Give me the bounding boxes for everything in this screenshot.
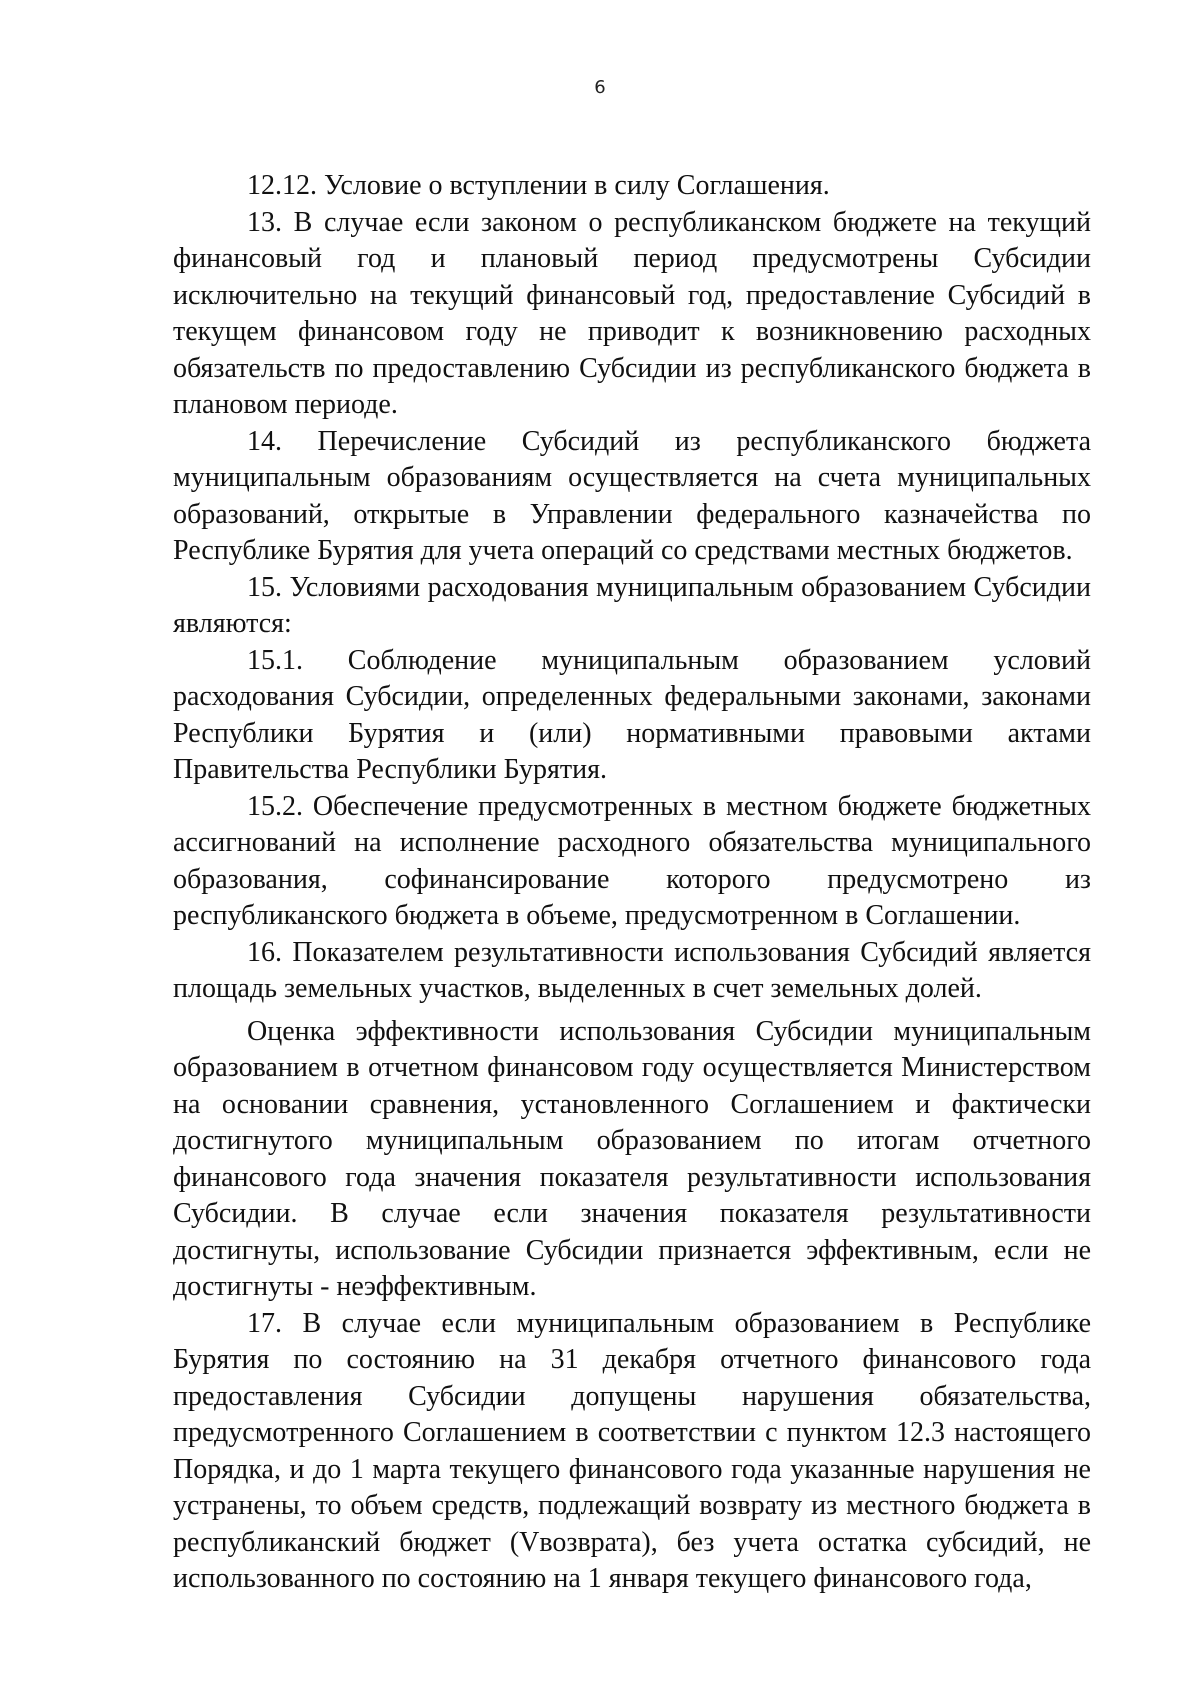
paragraph-15: 15. Условиями расходования муниципальным образованием Субсидии являются: [173, 571, 1091, 639]
paragraph-14: 14. Перечисление Субсидий из республиканского бюджета муниципальным образованиям осуществляется на счета муниципальных образований, открытые в Управлении федерального казначейства по Республике Бурятия для учета операций со средствами местных бюджетов. [173, 425, 1091, 566]
paragraph-15-1: 15.1. Соблюдение муниципальным образованием условий расходования Субсидии, определенных федеральными законами, законами Республики Бурятия и (или) нормативными правовыми актами Правительства Республики Бурятия. [173, 644, 1091, 785]
paragraph-15-2: 15.2. Обеспечение предусмотренных в местном бюджете бюджетных ассигнований на исполнение расходного обязательства муниципального образования, софинансирование которого предусмотрено из республиканского бюджета в объеме, предусмотренном в Соглашении. [173, 790, 1091, 931]
paragraph-17: 17. В случае если муниципальным образованием в Республике Бурятия по состоянию на 31 декабря отчетного финансового года предоставления Субсидии допущены нарушения обязательства, предусмотренного Соглашением в соответствии с пунктом 12.3 настоящего Порядка, и до 1 марта текущего финансового года указанные нарушения не устранены, то объем средств, подлежащий возврату из местного бюджета в республиканский бюджет (Vвозврата), без учета остатка субсидий, не использованного по состоянию на 1 января текущего финансового года, [173, 1307, 1091, 1594]
document-body [173, 168, 1091, 1598]
paragraph-16: 16. Показателем результативности использования Субсидий является площадь земельных участков, выделенных в счет земельных долей. [173, 936, 1091, 1004]
page-number: 6 [594, 77, 606, 98]
paragraph-13: 13. В случае если законом о республиканском бюджете на текущий финансовый год и плановый период предусмотрены Субсидии исключительно на текущий финансовый год, предоставление Субсидий в текущем финансовом году не приводит к возникновению расходных обязательств по предоставлению Субсидии из республиканского бюджета в плановом периоде. [173, 206, 1091, 420]
paragraph-evaluation: Оценка эффективности использования Субсидии муниципальным образованием в отчетном финансовом году осуществляется Министерством на основании сравнения, установленного Соглашением и фактически достигнутого муниципальным образованием по итогам отчетного финансового года значения показателя результативности использования Субсидии. В случае если значения показателя результативности достигнуты, использование Субсидии признается эффективным, если не достигнуты - неэффективным. [173, 1015, 1091, 1302]
paragraph-12-12: 12.12. Условие о вступлении в силу Соглашения. [247, 170, 830, 201]
